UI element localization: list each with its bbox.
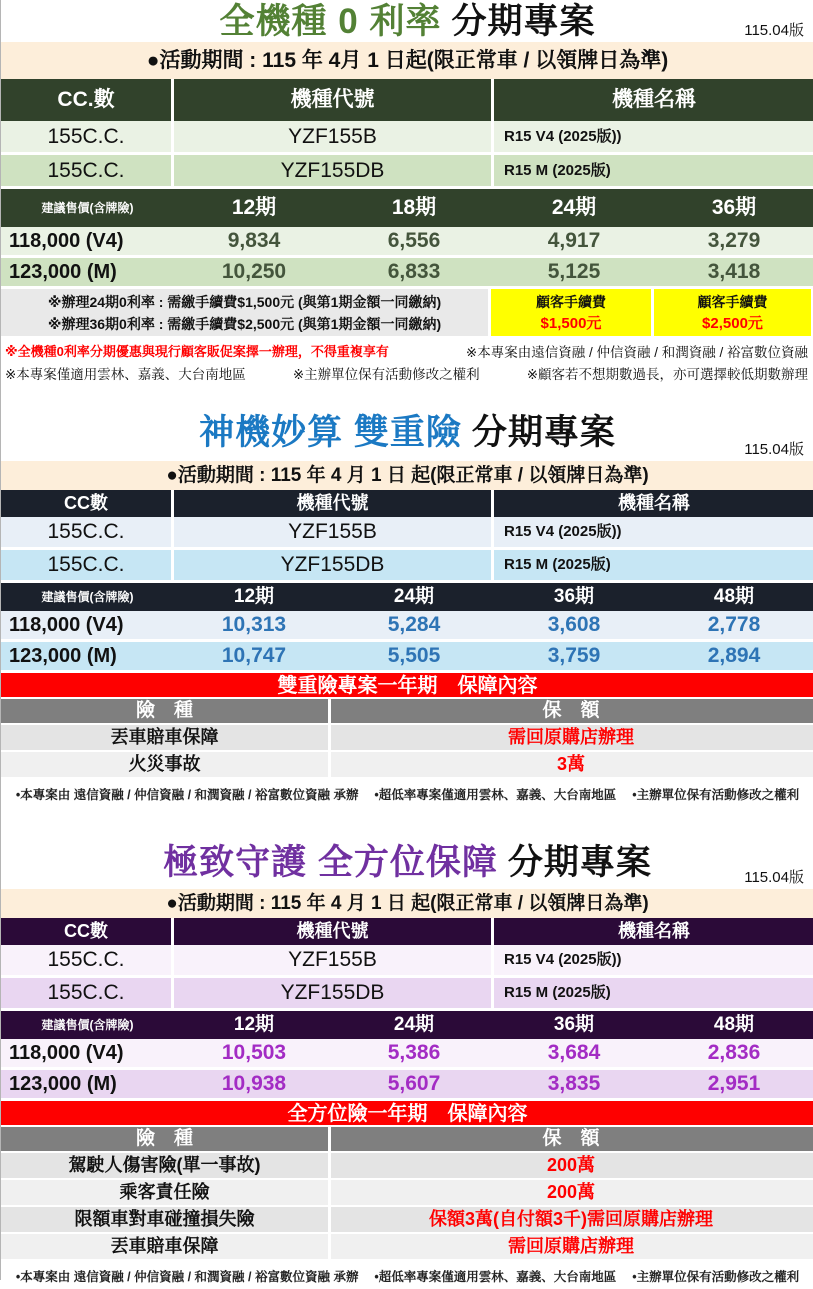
installment-value: 3,759 [547, 644, 601, 667]
header-model-name: 機種名稱 [618, 921, 690, 941]
insurance-type: 乘客責任險 [1, 1180, 331, 1205]
title-rest-text: 分期專案 [507, 843, 652, 882]
installment-value: 2,778 [707, 613, 761, 636]
header-cc: CC.數 [1, 79, 174, 121]
price-row-m [1, 642, 813, 673]
installment-value: 5,386 [387, 1041, 441, 1064]
installment-value: 5,125 [547, 260, 601, 283]
fee-note-24: ※辦理24期0利率 : 需繳手續費$1,500元 (與第1期金額一同繳納) [47, 293, 442, 310]
footnotes-line-1 [1, 338, 813, 361]
header-model-name: 機種名稱 [618, 493, 690, 513]
installment-value: 2,951 [707, 1072, 761, 1095]
fee-cell-label: 顧客手續費 [697, 294, 768, 310]
insurance-amount: 保額3萬(自付額3千)需回原購店辦理 [428, 1209, 713, 1229]
header-term-36: 36期 [553, 586, 595, 607]
section-footer-note: •本專案由 遠信資融 / 仲信資融 / 和潤資融 / 裕富數位資融 承辦 •超低率專案僅適用雲林、嘉義、大台南地區 •主辦單位保有活動修改之權利 [15, 1270, 800, 1284]
version-label: 115.04版 [744, 22, 804, 39]
cell-cc: 155C.C. [1, 550, 174, 580]
header-price: 建議售價(含牌險) [41, 1018, 134, 1032]
customer-fee-cell-24 [491, 289, 651, 336]
title-rest-text: 分期專案 [471, 413, 616, 452]
insurance-type: 火災事故 [1, 752, 331, 777]
header-insurance-type: 險 種 [1, 1127, 331, 1151]
page-title [1, 411, 813, 455]
insurance-row [1, 1153, 813, 1180]
header-insurance-type: 險 種 [1, 699, 331, 723]
header-term-24: 24期 [393, 1014, 435, 1035]
header-insurance-amount: 保 額 [542, 1128, 600, 1149]
cell-cc: 155C.C. [1, 517, 174, 547]
header-price: 建議售價(含牌險) [41, 590, 134, 604]
header-term-24: 24期 [393, 586, 435, 607]
insurance-row [1, 1180, 813, 1207]
price-label: 123,000 (M) [9, 1073, 117, 1095]
price-row-v4 [1, 1039, 813, 1070]
installment-value: 3,279 [707, 229, 761, 252]
installment-table-header [1, 189, 813, 227]
cell-model-code: YZF155B [174, 121, 494, 152]
fee-cell-label: 顧客手續費 [536, 294, 606, 310]
installment-table-header [1, 1011, 813, 1039]
cell-model-name: R15 V4 (2025版)) [504, 951, 622, 968]
footnote-organizer-rights: ※主辦單位保有活動修改之權利 [292, 367, 480, 382]
title-rest-text: 分期專案 [451, 2, 596, 41]
installment-value: 5,607 [387, 1072, 441, 1095]
installment-value: 4,917 [547, 229, 601, 252]
zero-rate-title-row [1, 0, 813, 42]
header-model-name: 機種名稱 [612, 88, 696, 111]
model-row [1, 978, 813, 1011]
header-model-code: 機種代號 [174, 79, 494, 121]
insurance-type: 丟車賠車保障 [1, 725, 331, 750]
installment-value: 5,505 [387, 644, 441, 667]
price-label: 118,000 (V4) [9, 230, 124, 252]
installment-value: 5,284 [387, 613, 441, 636]
installment-value: 10,313 [221, 613, 287, 636]
section-divider [1, 383, 813, 403]
section-dual-insurance-plan [1, 403, 813, 807]
header-insurance-amount: 保 額 [542, 700, 600, 721]
campaign-period-banner: ●活動期間 : 115 年 4 月 1 日 起(限正常車 / 以領牌日為準) [1, 889, 813, 918]
page-title [1, 841, 813, 885]
price-label: 123,000 (M) [9, 261, 117, 283]
insurance-table-header [1, 1127, 813, 1153]
coverage-banner: 全方位險一年期 保障內容 [1, 1101, 813, 1127]
price-row-m [1, 258, 813, 289]
header-term-48: 48期 [713, 1014, 755, 1035]
insurance-amount: 3萬 [556, 754, 585, 774]
installment-table-header [1, 583, 813, 611]
header-cc: CC數 [1, 490, 174, 517]
insurance-amount: 200萬 [546, 1182, 596, 1202]
campaign-period-banner: ●活動期間 : 115 年 4 月 1 日 起(限正常車 / 以領牌日為準) [1, 461, 813, 490]
cell-model-code: YZF155DB [174, 550, 494, 580]
cell-model-name: R15 M (2025版) [504, 556, 611, 573]
cell-cc: 155C.C. [1, 155, 174, 186]
header-model-code: 機種代號 [174, 490, 494, 517]
model-row [1, 121, 813, 155]
header-price: 建議售價(含牌險) [41, 201, 134, 215]
insurance-type: 駕駛人傷害險(單一事故) [1, 1153, 331, 1178]
price-row-v4 [1, 227, 813, 258]
cell-model-code: YZF155DB [174, 978, 494, 1008]
header-term-48: 48期 [713, 586, 755, 607]
insurance-row [1, 1207, 813, 1234]
section-zero-rate-plan [1, 0, 813, 383]
price-row-m [1, 1070, 813, 1101]
installment-value: 3,418 [707, 260, 761, 283]
insurance-row [1, 1234, 813, 1261]
header-term-24: 24期 [551, 196, 597, 219]
installment-value: 6,556 [387, 229, 441, 252]
title-accent-text: 神機妙算 雙重險 [199, 413, 462, 452]
header-term-12: 12期 [233, 1014, 275, 1035]
insurance-amount: 需回原購店辦理 [508, 727, 634, 747]
header-cc: CC數 [1, 918, 174, 945]
section-full-coverage-plan [1, 833, 813, 1289]
model-row [1, 945, 813, 978]
installment-value: 6,833 [387, 260, 441, 283]
fee-cell-value: $2,500元 [702, 315, 763, 332]
cell-model-name: R15 V4 (2025版)) [504, 128, 622, 145]
header-model-code: 機種代號 [174, 918, 494, 945]
footnotes-line-2 [1, 361, 813, 383]
title-accent-text: 全機種 0 利率 [219, 2, 442, 41]
header-term-36: 36期 [711, 196, 757, 219]
price-label: 123,000 (M) [9, 645, 117, 667]
insurance-amount: 需回原購店辦理 [508, 1236, 634, 1256]
section-footer-note: •本專案由 遠信資融 / 仲信資融 / 和潤資融 / 裕富數位資融 承辦 •超低率專案僅適用雲林、嘉義、大台南地區 •主辦單位保有活動修改之權利 [15, 788, 800, 802]
price-label: 118,000 (V4) [9, 1042, 124, 1064]
footnote-exclusive-offer: ※全機種0利率分期優惠與現行顧客販促案擇一辦理，不得重複享有 [5, 344, 389, 359]
cell-cc: 155C.C. [1, 945, 174, 975]
insurance-type: 丟車賠車保障 [1, 1234, 331, 1259]
installment-value: 2,894 [707, 644, 761, 667]
header-term-18: 18期 [391, 196, 437, 219]
footnote-finance-companies: ※本專案由遠信資融 / 仲信資融 / 和潤資融 / 裕富數位資融 [465, 345, 808, 360]
full-coverage-title-row [1, 833, 813, 889]
title-accent-text: 極致守護 全方位保障 [163, 843, 498, 882]
cell-model-name: R15 M (2025版) [504, 984, 611, 1001]
cell-model-code: YZF155B [174, 945, 494, 975]
installment-value: 2,836 [707, 1041, 761, 1064]
fee-note-36: ※辦理36期0利率 : 需繳手續費$2,500元 (與第1期金額一同繳納) [47, 315, 442, 332]
price-row-v4 [1, 611, 813, 642]
fee-notes-row [1, 289, 813, 338]
installment-value: 10,250 [221, 260, 287, 283]
version-label: 115.04版 [744, 441, 804, 458]
cell-cc: 155C.C. [1, 978, 174, 1008]
cell-model-name: R15 V4 (2025版)) [504, 523, 622, 540]
fee-notes [1, 289, 491, 336]
price-label: 118,000 (V4) [9, 614, 124, 636]
installment-value: 3,835 [547, 1072, 601, 1095]
insurance-type: 限額車對車碰撞損失險 [1, 1207, 331, 1232]
insurance-row [1, 725, 813, 752]
coverage-banner: 雙重險專案一年期 保障內容 [1, 673, 813, 699]
model-row [1, 517, 813, 550]
footnote-shorter-terms: ※顧客若不想期數過長，亦可選擇較低期數辦理 [526, 367, 808, 382]
installment-value: 9,834 [227, 229, 281, 252]
installment-value: 10,938 [221, 1072, 287, 1095]
page-title [1, 0, 813, 44]
version-label: 115.04版 [744, 869, 804, 886]
header-term-36: 36期 [553, 1014, 595, 1035]
model-row [1, 550, 813, 583]
installment-value: 10,503 [221, 1041, 287, 1064]
model-table-header [1, 490, 813, 517]
header-term-12: 12期 [233, 586, 275, 607]
dual-insurance-title-row [1, 403, 813, 461]
installment-value: 3,684 [547, 1041, 601, 1064]
section-divider [1, 807, 813, 833]
footnote-region: ※本專案僅適用雲林、嘉義、大台南地區 [5, 367, 246, 382]
campaign-period-banner: ●活動期間 : 115 年 4月 1 日起(限正常車 / 以領牌日為準) [1, 42, 813, 79]
header-term-12: 12期 [231, 196, 277, 219]
insurance-row [1, 752, 813, 779]
customer-fee-cell-36 [651, 289, 811, 336]
fee-cell-value: $1,500元 [540, 315, 602, 332]
model-table-header [1, 918, 813, 945]
installment-value: 10,747 [221, 644, 287, 667]
cell-model-name: R15 M (2025版) [504, 162, 611, 179]
cell-cc: 155C.C. [1, 121, 174, 152]
model-table-header [1, 79, 813, 121]
cell-model-code: YZF155DB [174, 155, 494, 186]
model-row [1, 155, 813, 189]
insurance-table-header [1, 699, 813, 725]
insurance-amount: 200萬 [546, 1155, 596, 1175]
cell-model-code: YZF155B [174, 517, 494, 547]
installment-value: 3,608 [547, 613, 601, 636]
